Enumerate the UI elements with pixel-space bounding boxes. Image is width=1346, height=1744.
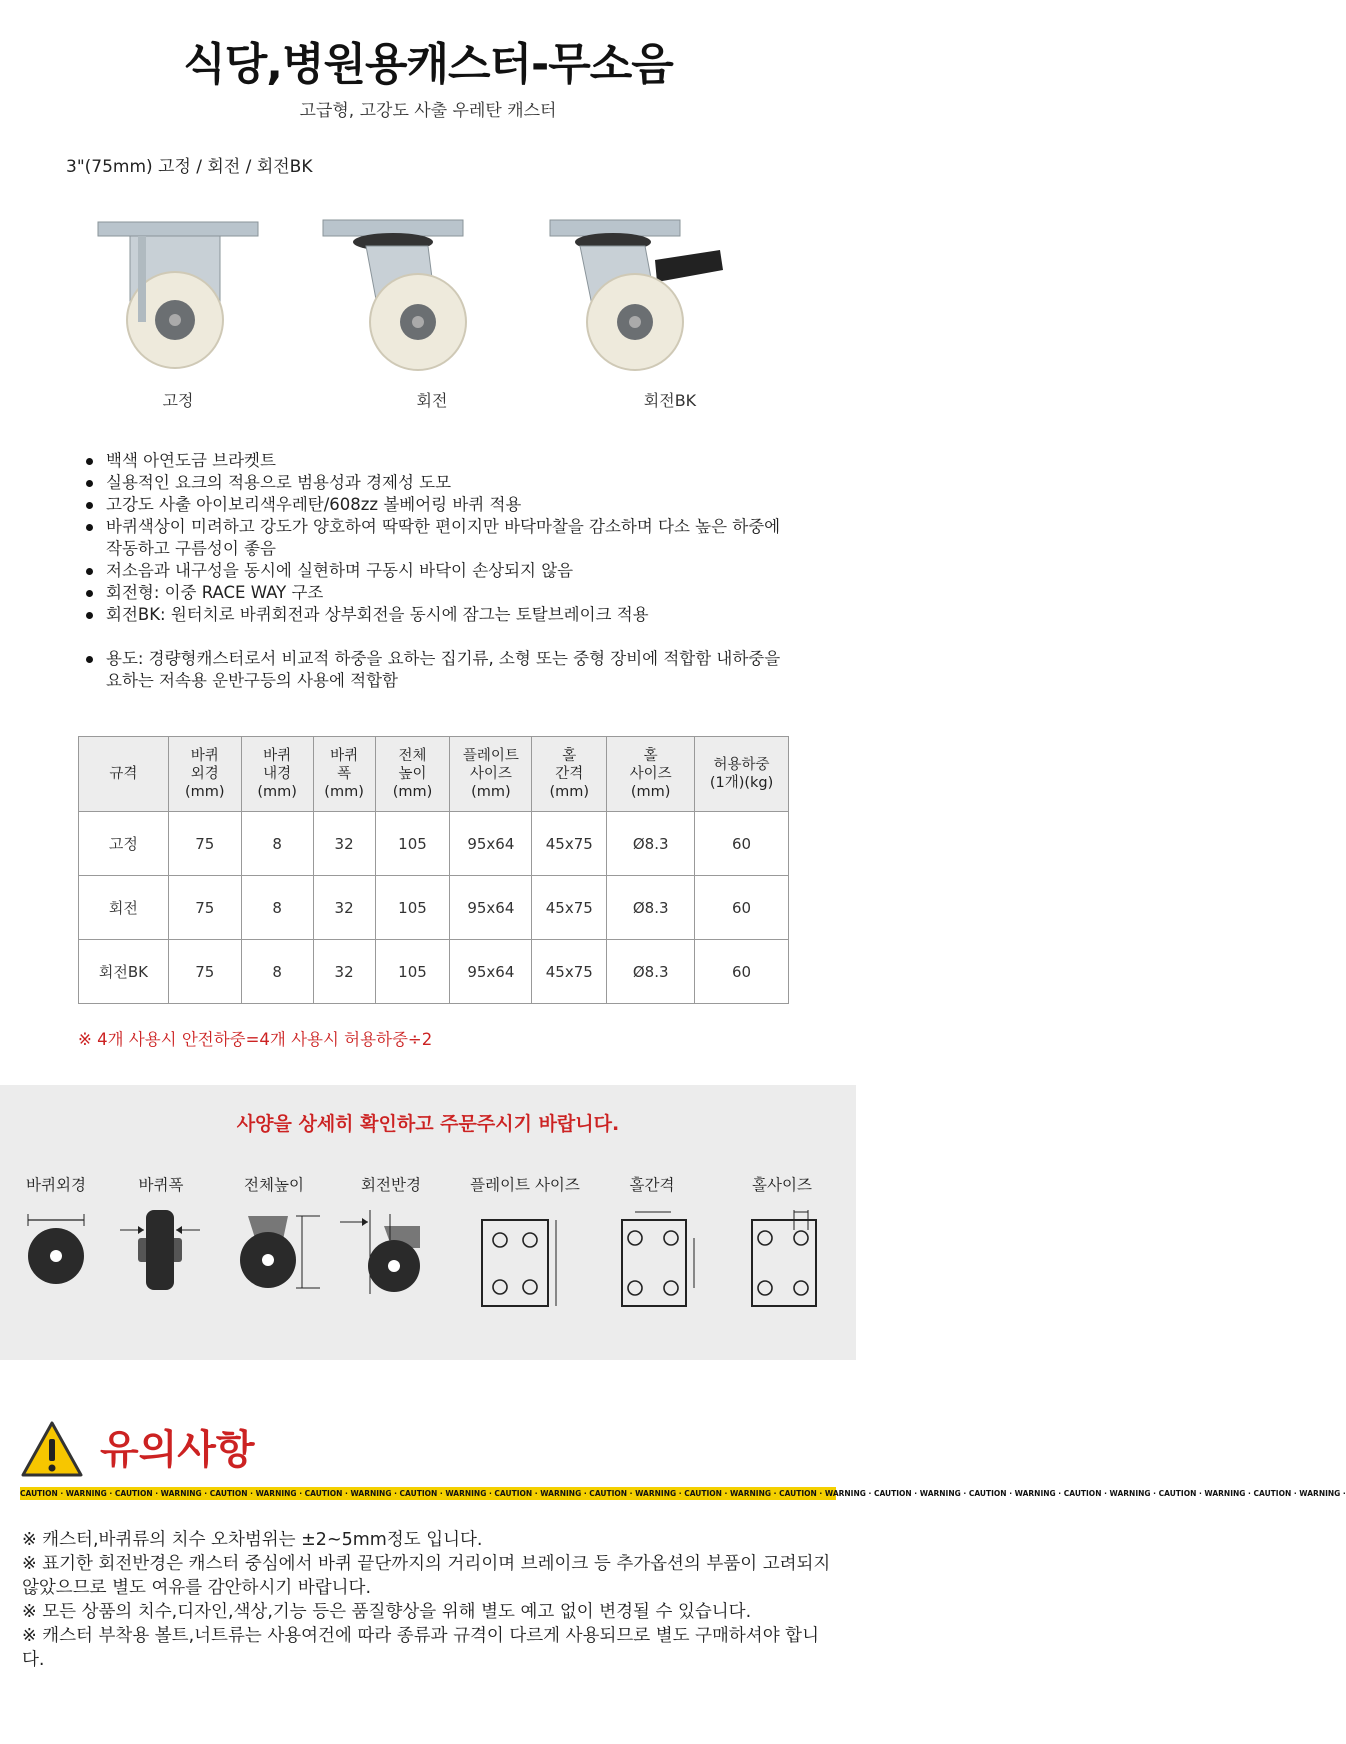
caster-label-swivel: 회전 bbox=[416, 391, 448, 410]
table-header-row bbox=[79, 737, 789, 812]
table-cell: Ø8.3 bbox=[607, 876, 695, 940]
table-cell: 32 bbox=[313, 876, 375, 940]
hole-spacing-diagram bbox=[618, 1210, 702, 1310]
dim-label-plate-size: 플레이트 사이즈 bbox=[470, 1176, 580, 1194]
feature-item: 회전BK: 원터치로 바퀴회전과 상부회전을 동시에 잠그는 토탈브레이크 적용 bbox=[86, 604, 786, 626]
header-text: 전체 높이 (mm) bbox=[392, 748, 433, 800]
swivel-caster-image bbox=[318, 210, 498, 380]
table-cell: 75 bbox=[168, 940, 241, 1004]
dim-label-swivel-radius: 회전반경 bbox=[361, 1176, 421, 1194]
table-cell: 60 bbox=[695, 940, 789, 1004]
caution-note: ※ 캐스터 부착용 볼트,너트류는 사용여건에 따라 종류과 규격이 다르게 사용되므로 별도 구매하셔야 합니다. bbox=[22, 1626, 819, 1670]
table-cell: 32 bbox=[313, 940, 375, 1004]
table-cell: 60 bbox=[695, 812, 789, 876]
table-cell: 8 bbox=[241, 940, 313, 1004]
table-cell: 고정 bbox=[79, 812, 169, 876]
table-cell: 95x64 bbox=[450, 940, 532, 1004]
table-cell: 60 bbox=[695, 876, 789, 940]
feature-item: 백색 아연도금 브라켓트 bbox=[86, 450, 786, 472]
header-cell bbox=[375, 737, 450, 812]
table-cell: Ø8.3 bbox=[607, 940, 695, 1004]
hole-size-diagram bbox=[748, 1210, 832, 1310]
header-cell bbox=[313, 737, 375, 812]
table-cell: 95x64 bbox=[450, 812, 532, 876]
spec-table bbox=[78, 736, 789, 1004]
spec-check-title: 사양을 상세히 확인하고 주문주시기 바랍니다. bbox=[236, 1113, 620, 1135]
caution-tape: CAUTION · WARNING · CAUTION · WARNING · CAUTION · WARNING · CAUTION · WARNING · CAUTION · WARNING · CAUTION · WARNING · CAUTION · WARNING · CAUTION · WARNING · CAUTION · WARNING · CAUTION · WARNING · CAUTION · WARNING · CAUTION · WARNING · CAUTION · WARNING · CAUTION · WARNING · bbox=[20, 1489, 1346, 1498]
table-cell: 95x64 bbox=[450, 876, 532, 940]
header-text: 홀 사이즈 (mm) bbox=[629, 748, 672, 800]
dim-label-wheel-diameter: 바퀴외경 bbox=[26, 1176, 86, 1194]
swivel-radius-diagram bbox=[338, 1210, 428, 1295]
warning-triangle-icon bbox=[20, 1420, 84, 1480]
table-cell: 75 bbox=[168, 812, 241, 876]
feature-item: 회전형: 이중 RACE WAY 구조 bbox=[86, 582, 786, 604]
caution-notes bbox=[22, 1528, 834, 1672]
feature-item: 저소음과 내구성을 동시에 실현하며 구동시 바닥이 손상되지 않음 bbox=[86, 560, 786, 582]
table-cell: 75 bbox=[168, 876, 241, 940]
caution-title: 유의사항 bbox=[100, 1427, 255, 1473]
caster-label-fixed: 고정 bbox=[162, 391, 194, 410]
total-height-diagram bbox=[238, 1210, 322, 1295]
table-row bbox=[79, 812, 789, 876]
header-cell bbox=[241, 737, 313, 812]
table-cell: 105 bbox=[375, 940, 450, 1004]
usage-item: 용도: 경량형캐스터로서 비교적 하중을 요하는 집기류, 소형 또는 중형 장비에 적합함 내하중을 요하는 저속용 운반구등의 사용에 적합함 bbox=[86, 648, 786, 692]
header-text: 바퀴 폭 (mm) bbox=[324, 748, 364, 800]
dim-label-hole-spacing: 홀간격 bbox=[629, 1176, 675, 1194]
safe-load-note: ※ 4개 사용시 안전하중=4개 사용시 허용하중÷2 bbox=[78, 1030, 433, 1049]
table-cell: 회전 bbox=[79, 876, 169, 940]
header-cell bbox=[168, 737, 241, 812]
table-cell: Ø8.3 bbox=[607, 812, 695, 876]
header-cell bbox=[450, 737, 532, 812]
header-text: 바퀴 외경 (mm) bbox=[184, 748, 225, 800]
header-cell bbox=[79, 737, 169, 812]
feature-list bbox=[86, 450, 786, 692]
table-cell: 45x75 bbox=[532, 812, 607, 876]
page-title: 식당,병원용캐스터-무소음 bbox=[183, 39, 673, 90]
wheel-width-diagram bbox=[118, 1210, 202, 1295]
table-cell: 8 bbox=[241, 876, 313, 940]
wheel-diameter-diagram bbox=[24, 1210, 88, 1295]
table-row bbox=[79, 876, 789, 940]
caution-note: ※ 표기한 회전반경은 캐스터 중심에서 바퀴 끝단까지의 거리이며 브레이크 등 추가옵션의 부품이 고려되지 않았으므로 별도 여유를 감안하시기 바랍니다. bbox=[22, 1554, 831, 1598]
spec-check-section bbox=[0, 1085, 856, 1360]
dim-label-hole-size: 홀사이즈 bbox=[752, 1176, 812, 1194]
feature-item: 실용적인 요크의 적용으로 범용성과 경제성 도모 bbox=[86, 472, 786, 494]
plate-size-diagram bbox=[478, 1210, 562, 1310]
caution-note: ※ 모든 상품의 치수,디자인,색상,기능 등은 품질향상을 위해 별도 예고 없이 변경될 수 있습니다. bbox=[22, 1602, 752, 1622]
header-text: 플레이트 사이즈 (mm) bbox=[462, 748, 519, 800]
header-text: 규격 bbox=[109, 766, 138, 782]
table-cell: 105 bbox=[375, 876, 450, 940]
header-cell bbox=[532, 737, 607, 812]
feature-item: 고강도 사출 아이보리색우레탄/608zz 볼베어링 바퀴 적용 bbox=[86, 494, 786, 516]
header-text: 바퀴 내경 (mm) bbox=[257, 748, 297, 800]
dim-label-wheel-width: 바퀴폭 bbox=[138, 1176, 184, 1194]
dim-label-total-height: 전체높이 bbox=[244, 1176, 304, 1194]
feature-item: 바퀴색상이 미려하고 강도가 양호하여 딱딱한 편이지만 바닥마찰을 감소하며 다소 높은 하중에 작동하고 구름성이 좋음 bbox=[86, 516, 786, 560]
header-text: 홀 간격 (mm) bbox=[549, 748, 590, 800]
table-row bbox=[79, 940, 789, 1004]
header-cell bbox=[607, 737, 695, 812]
table-cell: 45x75 bbox=[532, 940, 607, 1004]
table-cell: 회전BK bbox=[79, 940, 169, 1004]
table-cell: 105 bbox=[375, 812, 450, 876]
table-cell: 32 bbox=[313, 812, 375, 876]
page-subtitle: 고급형, 고강도 사출 우레탄 캐스터 bbox=[299, 101, 557, 121]
header-text: 허용하중 (1개)(kg) bbox=[709, 757, 774, 791]
table-cell: 8 bbox=[241, 812, 313, 876]
table-cell: 45x75 bbox=[532, 876, 607, 940]
caution-note: ※ 캐스터,바퀴류의 치수 오차범위는 ±2~5mm정도 입니다. bbox=[22, 1530, 483, 1550]
caster-label-swivel-brake: 회전BK bbox=[643, 391, 697, 410]
header-cell bbox=[695, 737, 789, 812]
fixed-caster-image bbox=[90, 210, 270, 380]
model-line: 3"(75mm) 고정 / 회전 / 회전BK bbox=[66, 157, 313, 177]
swivel-brake-caster-image bbox=[545, 210, 725, 380]
